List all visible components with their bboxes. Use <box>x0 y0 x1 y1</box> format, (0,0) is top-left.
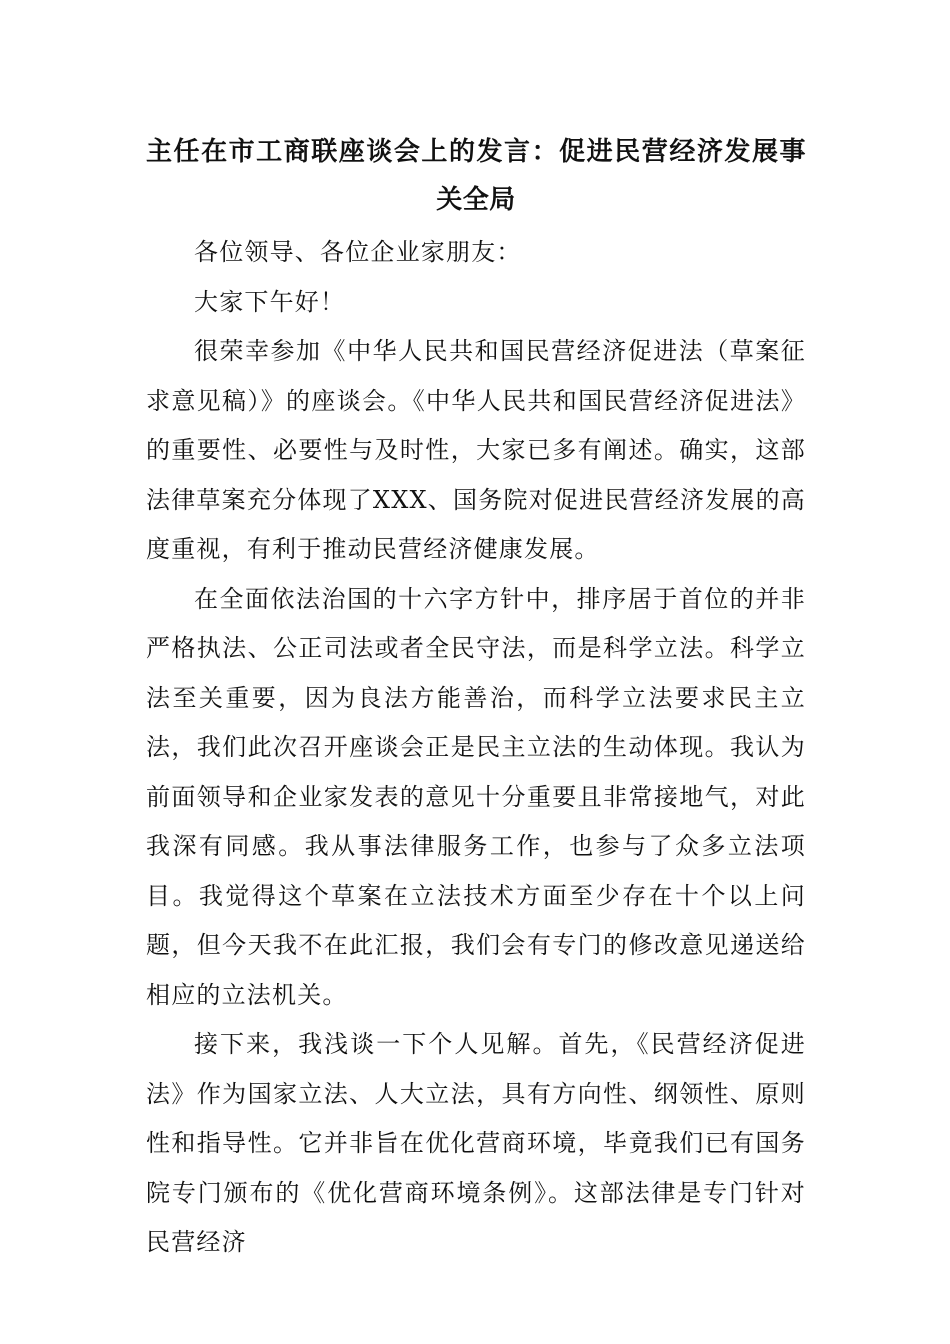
body-paragraph-1: 很荣幸参加《中华人民共和国民营经济促进法（草案征求意见稿）》的座谈会。《中华人民共和国民营经济促进法》的重要性、必要性与及时性，大家已多有阐述。确实，这部法律草案充分体现了XXX、国务院对促进民营经济发展的高度重视，有利于推动民营经济健康发展。 <box>146 337 806 563</box>
document-title: 主任在市工商联座谈会上的发言：促进民营经济发展事关全局 <box>146 137 806 215</box>
body-paragraph-2: 在全面依法治国的十六字方针中，排序居于首位的并非严格执法、公正司法或者全民守法，而是科学立法。科学立法至关重要，因为良法方能善治，而科学立法要求民主立法，我们此次召开座谈会正是民主立法的生动体现。我认为前面领导和企业家发表的意见十分重要且非常接地气，对此我深有同感。我从事法律服务工作，也参与了众多立法项目。我觉得这个草案在立法技术方面至少存在十个以上问题，但今天我不在此汇报，我们会有专门的修改意见递送给相应的立法机关。 <box>146 584 806 1009</box>
body-paragraph-3: 接下来，我浅谈一下个人见解。首先，《民营经济促进法》作为国家立法、人大立法，具有方向性、纲领性、原则性和指导性。它并非旨在优化营商环境，毕竟我们已有国务院专门颁布的《优化营商环境条例》。这部法律是专门针对民营经济 <box>146 1030 806 1256</box>
greeting-paragraph: 大家下午好！ <box>194 287 346 316</box>
salutation-paragraph: 各位领导、各位企业家朋友： <box>194 238 522 266</box>
document-body <box>146 128 806 1268</box>
